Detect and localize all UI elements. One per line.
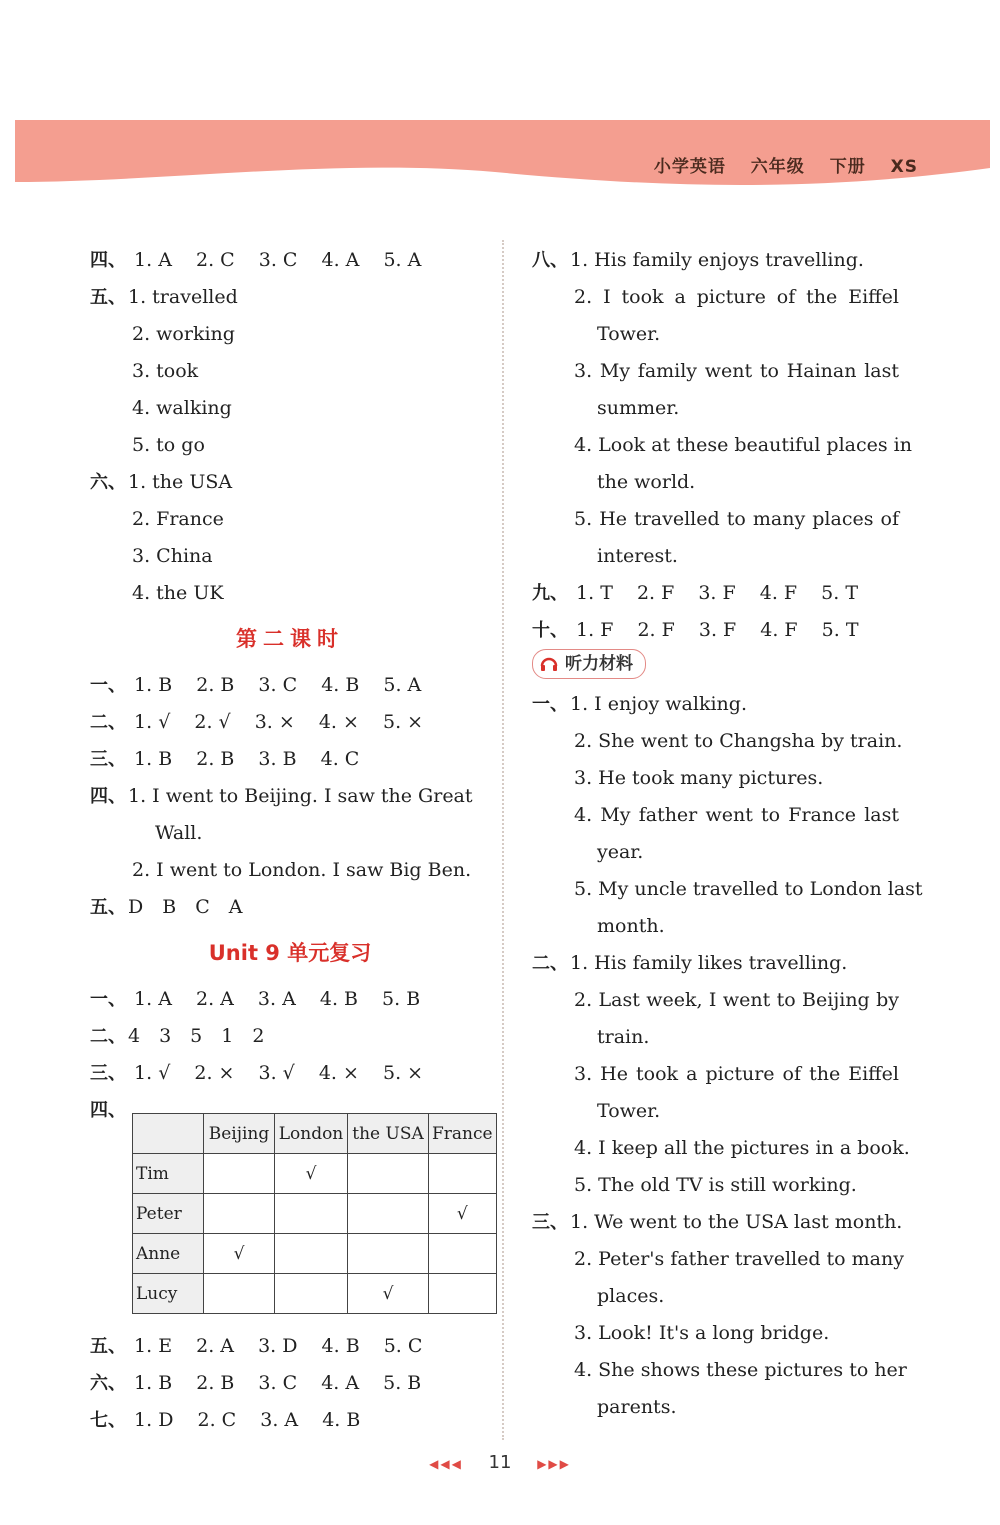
answer-line: 3. China — [132, 545, 213, 567]
answer-line: 4. My father went to France last — [574, 804, 899, 826]
answer-line: 六、 1. the USA — [90, 471, 233, 493]
answer-line: 2. working — [132, 323, 235, 345]
answer-line: 四、 — [90, 1100, 126, 1121]
answer-line: interest. — [597, 545, 678, 567]
answer-line: Wall. — [155, 822, 203, 844]
answer-line: 4. walking — [132, 397, 232, 419]
answer-line: 4. She shows these pictures to her — [574, 1359, 907, 1381]
answer-line: Tower. — [597, 1100, 661, 1122]
answer-line: 5. My uncle travelled to London last — [574, 878, 923, 900]
answer-line: 七、 1. D 2. C 3. A 4. B — [90, 1409, 361, 1431]
answer-table — [132, 1113, 497, 1314]
answer-line: 四、 1. I went to Beijing. I saw the Great — [90, 785, 473, 807]
answer-line: 3. took — [132, 360, 199, 382]
answer-line: 六、 1. B 2. B 3. C 4. A 5. B — [90, 1372, 422, 1394]
answer-line: 2. France — [132, 508, 224, 530]
table-row: Peter √ — [133, 1194, 497, 1234]
answer-line: 3. My family went to Hainan last — [574, 360, 899, 382]
answer-line: 一、 1. I enjoy walking. — [532, 693, 747, 715]
answer-line: summer. — [597, 397, 680, 419]
page-footer — [0, 1452, 1000, 1473]
answer-line: train. — [597, 1026, 650, 1048]
answer-line: 5. to go — [132, 434, 205, 456]
answer-line: 3. He took a picture of the Eiffel — [574, 1063, 899, 1085]
answer-line: 4. Look at these beautiful places in — [574, 434, 912, 456]
answer-line: 五、 1. E 2. A 3. D 4. B 5. C — [90, 1335, 423, 1357]
answer-line: 三、 1. B 2. B 3. B 4. C — [90, 748, 360, 770]
answer-line: 三、 1. √ 2. × 3. √ 4. × 5. × — [90, 1062, 424, 1084]
answer-line: 2. I went to London. I saw Big Ben. — [132, 859, 472, 881]
column-divider — [502, 240, 504, 1440]
answer-line: 2. I took a picture of the Eiffel — [574, 286, 899, 308]
answer-line: 2. She went to Changsha by train. — [574, 730, 903, 752]
table-row: Tim √ — [133, 1154, 497, 1194]
answer-line: 一、 1. A 2. A 3. A 4. B 5. B — [90, 988, 421, 1010]
left-column — [90, 242, 490, 1129]
page-number: 11 — [488, 1452, 512, 1473]
answer-line: 2. Peter's father travelled to many — [574, 1248, 904, 1270]
answer-line: 五、 D B C A — [90, 896, 243, 918]
prev-arrows-icon: ◀◀◀ — [429, 1457, 463, 1471]
answer-line: 十、 1. F 2. F 3. F 4. F 5. T — [532, 619, 859, 641]
answer-line: 二、 1. √ 2. √ 3. × 4. × 5. × — [90, 711, 424, 733]
answer-line: 二、 1. His family likes travelling. — [532, 952, 848, 974]
header-edition: XS — [890, 157, 918, 177]
answer-line: 5. He travelled to many places of — [574, 508, 899, 530]
section-heading: 第二课时 — [236, 627, 344, 651]
answer-line: the world. — [597, 471, 696, 493]
answer-line: 八、 1. His family enjoys travelling. — [532, 249, 864, 271]
next-arrows-icon: ▶▶▶ — [537, 1457, 571, 1471]
table-row: Lucy √ — [133, 1274, 497, 1314]
answer-line: year. — [597, 841, 644, 863]
unit-heading: Unit 9 单元复习 — [208, 941, 372, 965]
answer-line: 2. Last week, I went to Beijing by — [574, 989, 899, 1011]
right-column — [532, 242, 922, 1426]
table-header-row: Beijing London the USA France — [133, 1114, 497, 1154]
answer-line: 九、 1. T 2. F 3. F 4. F 5. T — [532, 582, 858, 604]
header-title — [636, 152, 918, 177]
header-term: 下册 — [829, 157, 866, 177]
answer-line: 二、 4 3 5 1 2 — [90, 1025, 265, 1047]
answer-line: 三、 1. We went to the USA last month. — [532, 1211, 903, 1233]
table-row: Anne √ — [133, 1234, 497, 1274]
answer-line: month. — [597, 915, 665, 937]
answer-line: 4. the UK — [132, 582, 224, 604]
header-subject: 小学英语 — [653, 157, 726, 177]
listening-materials-label: 听力材料 — [532, 649, 646, 679]
answer-line: 3. He took many pictures. — [574, 767, 824, 789]
answer-line: 四、 1. A 2. C 3. C 4. A 5. A — [90, 249, 422, 271]
header-grade: 六年级 — [750, 157, 805, 177]
listening-label-row — [532, 649, 922, 686]
answer-line: 3. Look! It's a long bridge. — [574, 1322, 830, 1344]
answer-line: parents. — [597, 1396, 677, 1418]
headphones-icon — [539, 654, 559, 674]
answer-line: 五、 1. travelled — [90, 286, 238, 308]
answer-line: Tower. — [597, 323, 661, 345]
left-column-bottom — [90, 1328, 490, 1439]
answer-line: 5. The old TV is still working. — [574, 1174, 857, 1196]
answer-line: 一、 1. B 2. B 3. C 4. B 5. A — [90, 674, 422, 696]
answer-line: places. — [597, 1285, 665, 1307]
answer-line: 4. I keep all the pictures in a book. — [574, 1137, 910, 1159]
